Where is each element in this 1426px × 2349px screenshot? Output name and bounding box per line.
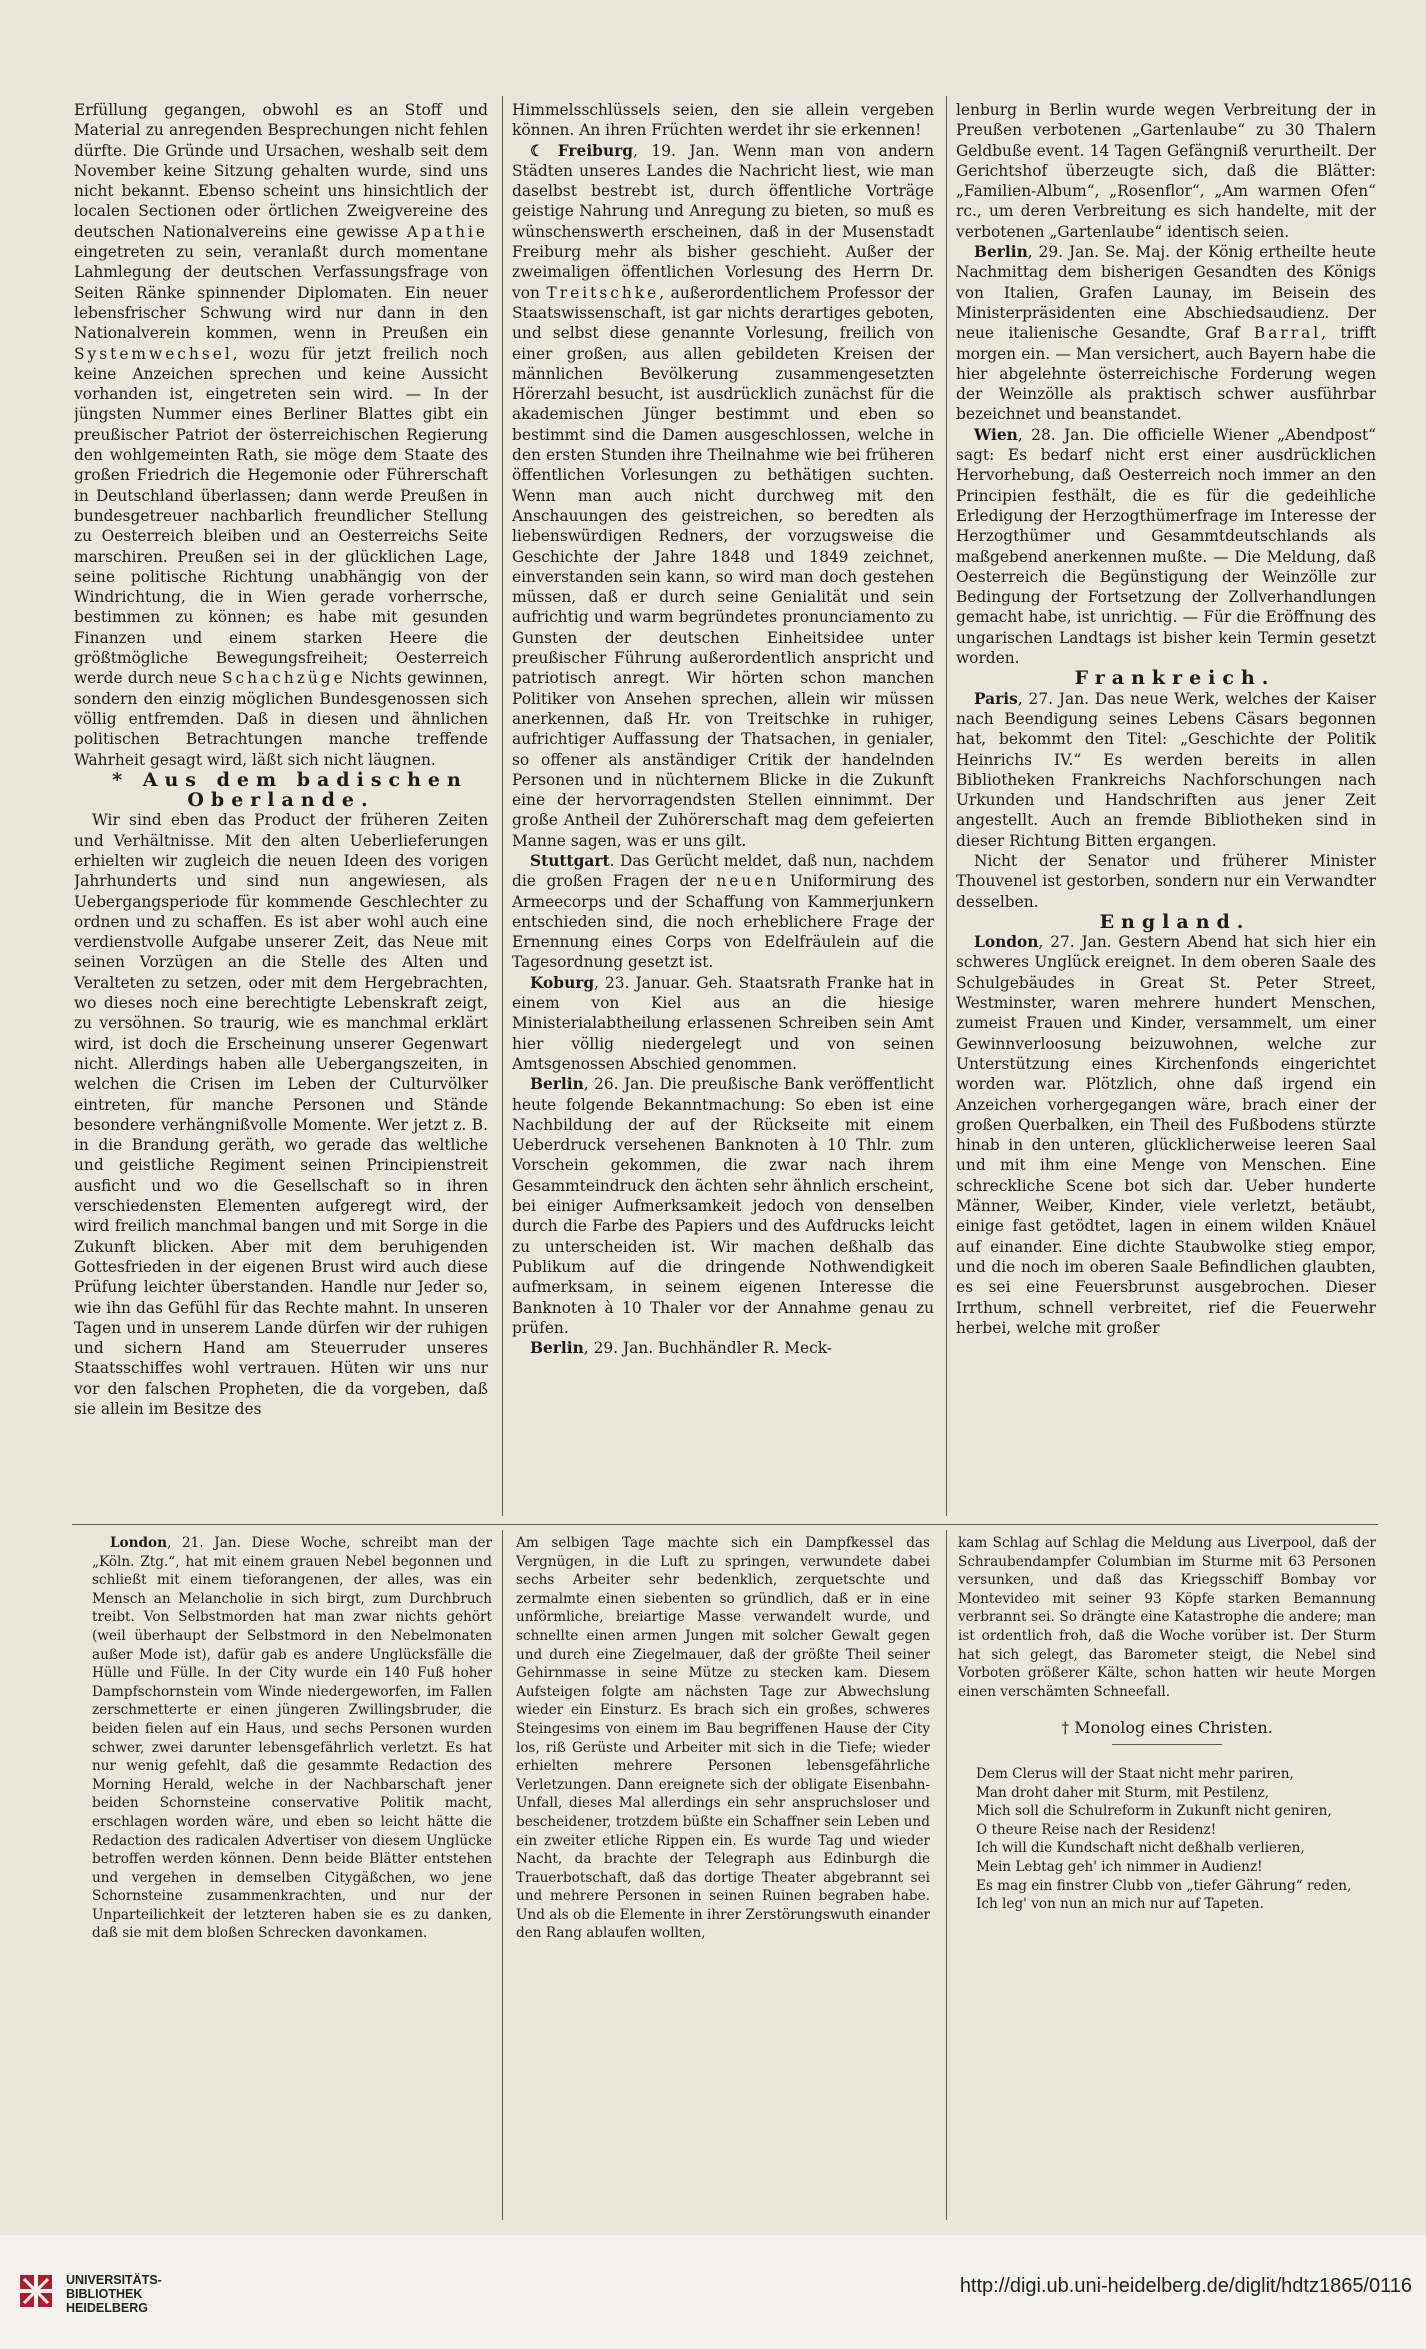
column-divider-1 xyxy=(502,96,503,1516)
dateline-place: London xyxy=(110,1535,167,1551)
emphasized-text: Schachzüge xyxy=(221,669,346,688)
library-name xyxy=(66,2273,162,2315)
article-paragraph xyxy=(74,810,488,1419)
poem-title: † Monolog eines Christen. xyxy=(1061,1718,1273,1738)
paragraph-text: , 29. Jan. Se. Maj. der König ertheilte heute Nachmittag dem bisherigen Gesandten des Königs von Italien, Grafen Launay, im Beisein des Ministerpräsidenten eine Abschiedsaudienz. Der neue italienische Gesandte, Graf xyxy=(956,243,1376,343)
article-paragraph xyxy=(512,851,934,973)
poem-line: Mein Lebtag geh' ich nimmer in Audienz! xyxy=(976,1858,1263,1875)
poem-line: Mich soll die Schulreform in Zukunft nicht geniren, xyxy=(976,1803,1332,1820)
article-paragraph xyxy=(512,1074,934,1338)
paragraph-text: , 27. Jan. Das neue Werk, welches der Kaiser nach Beendigung seines Lebens Cäsars begonnen hat, bekommt den Titel: „Geschichte der Politik Heinrichs IV.“ Es werden bereits in allen Bibliotheken Frankreichs Nachforschungen nach Urkunden und Handschriften aus jener Zeit angestellt. Auch an fremde Bibliotheken sind in dieser Richtung Bitten ergangen. xyxy=(956,689,1376,850)
article-paragraph xyxy=(956,689,1376,851)
section-divider xyxy=(72,1524,1378,1525)
lower-column-3 xyxy=(958,1534,1376,2214)
dateline-place: Berlin xyxy=(530,1075,584,1094)
library-name-line-3: HEIDELBERG xyxy=(66,2301,148,2315)
poem-divider xyxy=(1112,1744,1222,1745)
poem-line: Ich will die Kundschaft nicht deßhalb verlieren, xyxy=(976,1840,1305,1857)
article-paragraph xyxy=(512,100,934,141)
poem-line: Man droht daher mit Sturm, mit Pestilenz, xyxy=(976,1784,1270,1801)
article-paragraph xyxy=(74,100,488,770)
dateline-place: Stuttgart xyxy=(530,851,610,870)
article-paragraph xyxy=(956,425,1376,669)
paragraph-text: , 23. Januar. Geh. Staatsrath Franke hat in einem von Kiel aus an die hiesige Ministerialabtheilung erlassenen Schreiben sein Amt hier völlig niedergelegt und von seinen Amtsgenossen Abschied genommen. xyxy=(512,973,934,1073)
library-name-line-1: UNIVERSITÄTS- xyxy=(66,2273,162,2287)
paragraph-text: , trifft morgen ein. — Man versichert, auch Bayern habe die hier abgelehnte österreichische Forderung wegen der Weinzölle als praktisch schwer ausführbar bezeichnet und beanstandet. xyxy=(956,324,1376,424)
section-heading: * Aus dem badischen Oberlande. xyxy=(112,768,468,812)
poem-line: O theure Reise nach der Residenz! xyxy=(976,1821,1217,1838)
column-divider-2 xyxy=(946,96,947,1516)
paragraph-text: Am selbigen Tage machte sich ein Dampfkessel das Vergnügen, in die Luft zu springen, verwundete dabei sechs Arbeiter sehr bedenklich, zerquetschte und zermalmte einen siebenten so gründlich, daß er in eine unförmliche, breiartige Masse verwandelt wurde, und schnellte einen armen Jungen mit solcher Gewalt gegen und durch eine Ziegelmauer, daß der größte Theil seiner Gehirnmasse in seine Mütze zu stecken kam. Diesem Aufsteigen folgte am nächsten Tage zur Abwechslung wieder ein Einsturz. Es brach sich ein großes, schweres Steingesims von einem im Bau begriffenen Hause der City los, riß Gerüste und Arbeiter mit sich in die Tiefe; wieder erhielten mehrere Personen lebensgefährliche Verletzungen. Dann ereignete sich der obligate Eisenbahn-Unfall, dieses Mal allerdings ein sehr anspruchsloser und bescheidener, trotzdem büßte ein Schaffner sein Leben und ein zweiter etliche Rippen ein. Es wurde Tag und wieder Nacht, da brachte der Telegraph aus Edinburgh die Trauerbotschaft, daß das dortige Theater abgebrannt sei und mehrere Personen in seinen Ruinen begraben habe. Und als ob die Elemente in ihrer Zerstörungswuth einander den Rang ablaufen wollten, xyxy=(516,1535,930,1942)
footer-bar xyxy=(0,2235,1426,2349)
paragraph-text: , 19. Jan. Wenn man von andern Städten unseres Landes die Nachricht liest, wie man daselbst bestrebt ist, durch öffentliche Vorträge geistige Nahrung und Anregung zu bieten, so muß es wünschenswerth erscheinen, daß in der Musenstadt Freiburg mehr als bisher geschieht. Außer der zweimaligen öffentlichen Vorlesung des Herrn Dr. von xyxy=(512,141,934,302)
paragraph-text: eingetreten zu sein, veranlaßt durch momentane Lahmlegung der deutschen Verfassungsfrage von Seiten Ränke spinnender Diplomaten. Ein neuer lebensfrischer Schwung wird nur dann in den Nationalverein kommen, wenn in Preußen ein xyxy=(74,243,488,343)
paragraph-text: , außerordentlichem Professor der Staatswissenschaft, ist gar nichts derartiges geboten, und selbst diese genannte Vorlesung, freilich von einer großen, aus allen gebildeten Kreisen der männlichen Bevölkerung zusammengesetzten Hörerzahl besucht, ist ausdrücklich zunächst für die akademischen Jünger bestimmt und eben so bestimmt sind die Damen ausgeschlossen, welche in den ersten Stunden ihre Theilnahme wie bei früheren öffentlichen Vorlesungen zu bethätigen suchten. Wenn man auch nicht durchweg mit den Anschauungen des geistreichen, so beredten als liebenswürdigen Redners, der vorzugsweise die Geschichte der Jahre 1848 und 1849 zeichnet, einverstanden sein kann, so wird man doch gestehen müssen, daß er durch seine Genialität und sein aufrichtig und warm begründetes pronunciamento zu Gunsten der deutschen Einheitsidee unter preußischer Führung außerordentlich anspricht und patriotisch anregt. Wir hörten schon manchen Politiker von Ansehen sprechen, allein wir müssen anerkennen, daß Hr. von Treitschke in ruhiger, aufrichtiger Auffassung der Thatsachen, in genialer, so offener als anständiger Critik der handelnden Personen und in nüchternem Blicke in die Zukunft eine der hervorragendsten Stellen einnimmt. Der große Antheil der Zuhörerschaft mag dem gefeierten Manne sagen, was er uns gilt. xyxy=(512,283,934,850)
article-paragraph xyxy=(956,100,1376,242)
paragraph-text: , 28. Jan. Die officielle Wiener „Abendpost“ sagt: Es bedarf nicht erst einer ausdrücklichen Hervorhebung, daß Oesterreich noch immer an den Principien festhält, die es für die gedeihliche Erledigung der Herzogthümerfrage im Interesse der Herzogthümer und Gesammtdeutschlands als maßgebend anerkennen mußte. — Die Meldung, daß Oesterreich die Begünstigung der Weinzölle zur Bedingung der Fortsetzung der Zollverhandlungen gemacht habe, ist unrichtig. — Für die Eröffnung des ungarischen Landtags ist bisher kein Termin gesetzt worden. xyxy=(956,425,1376,668)
article-paragraph xyxy=(512,1338,934,1358)
paragraph-text: Himmelsschlüssels seien, den sie allein vergeben können. An ihren Früchten werdet ihr sie erkennen! xyxy=(512,101,934,140)
dateline-place: Berlin xyxy=(530,1339,584,1358)
paragraph-text: Uniformirung des Armeecorps und der Schaffung von Kammerjunkern entschieden sind, die noch erheblichere Frage der Ernennung eines Corps von Edelfräulein auf die Tagesordnung gesetzt ist. xyxy=(512,872,934,972)
article-paragraph xyxy=(512,973,934,1074)
paragraph-text: , 29. Jan. Buchhändler R. Meck- xyxy=(583,1339,832,1358)
paragraph-text: , 27. Jan. Gestern Abend hat sich hier ein schweres Unglück ereignet. In dem oberen Saale des Schulgebäudes in Great St. Peter Street, Westminster, waren mehrere hundert Menschen, zumeist Frauen und Kinder, versammelt, um einer Gewinnverloosung beizuwohnen, welche zur Unterstützung eines Kirchenfonds eingerichtet worden war. Plötzlich, ohne daß irgend ein Anzeichen vorhergegangen wäre, brach einer der großen Querbalken, ein Theil des Fußbodens stürzte hinab in den unteren, glücklicherweise leeren Saal und mit ihm eine Menge von Menschen. Eine schreckliche Scene bot sich dar. Ueber hunderte Männer, Weiber, Kinder, viele verletzt, betäubt, einige fast getödtet, lagen in einem wilden Knäuel auf einander. Eine dichte Staubwolke stieg empor, und die noch im oberen Saale Befindlichen glaubten, es sei eine Feuersbrunst ausgebrochen. Dieser Irrthum, schnell verbreitet, rief die Feuerwehr herbei, welche mit großer xyxy=(956,933,1376,1337)
article-paragraph xyxy=(956,932,1376,1338)
dateline-place: Wien xyxy=(974,425,1018,444)
paragraph-text: , wozu für jetzt freilich noch keine Anzeichen sprechen und keine Aussicht vorhanden ist, eingetreten sein wird. — In der jüngsten Nummer eines Berliner Blattes gibt ein preußischer Patriot der österreichischen Regierung den wohlgemeinten Rath, sie möge dem Staate des großen Friedrich die Hegemonie oder Führerschaft in Deutschland überlassen; dann werde Preußen in bundesgetreuer nachbarlich freundlicher Stellung zu Oesterreich bleiben und an Oesterreichs Seite marschiren. Preußen sei in der glücklichen Lage, seine politische Richtung unabhängig von der Windrichtung, die in Wien gerade vorherrsche, bestimmen zu können; es habe mit gesunden Finanzen und einem starken Heere die größtmögliche Bewegungsfreiheit; Oesterreich werde durch neue xyxy=(74,344,488,688)
paragraph-text: Nicht der Senator und früherer Minister Thouvenel ist gestorben, sondern nur ein Verwandter desselben. xyxy=(956,851,1376,911)
article-paragraph xyxy=(956,851,1376,912)
lower-column-divider-1 xyxy=(502,1530,503,2220)
paragraph-text: , 26. Jan. Die preußische Bank veröffentlicht heute folgende Bekanntmachung: So eben ist eine Nachbildung der auf der Rückseite mit einem Ueberdruck versehenen Banknoten à 10 Thlr. zum Vorschein gekommen, die zwar nach ihrem Gesammteindruck den ächten sehr ähnlich erscheint, bei einiger Aufmerksamkeit jedoch von denselben durch die Farbe des Papiers und des Aufdrucks leicht zu unterscheiden ist. Wir machen deßhalb das Publikum auf die dringende Nothwendigkeit aufmerksam, in seinem eigenen Interesse die Banknoten à 10 Thaler vor der Annahme genau zu prüfen. xyxy=(512,1075,934,1337)
article-paragraph xyxy=(958,1534,1376,1701)
library-name-line-2: BIBLIOTHEK xyxy=(66,2287,143,2301)
paragraph-text: lenburg in Berlin wurde wegen Verbreitung der in Preußen verbotenen „Gartenlaube“ zu 30 Thalern Geldbuße event. 14 Tagen Gefängniß verurtheilt. Der Gerichtshof überzeugte sich, daß die Blätter: „Familien-Album“, „Rosenflor“, „Am warmen Ofen“ rc., um deren Verbreitung es sich handelte, mit der verbotenen „Gartenlaube“ identisch seien. xyxy=(956,101,1376,241)
dateline-place: Koburg xyxy=(530,973,595,992)
article-paragraph xyxy=(512,141,934,851)
emphasized-text: Apathie xyxy=(406,222,488,241)
article-paragraph xyxy=(92,1534,492,1943)
emphasized-text: Systemwechsel xyxy=(74,344,233,363)
article-paragraph xyxy=(516,1534,930,1943)
emphasized-text: neuen xyxy=(716,872,780,891)
section-heading: Frankreich. xyxy=(1074,667,1276,690)
lower-column-divider-2 xyxy=(946,1530,947,2220)
lower-column-1 xyxy=(92,1534,492,2214)
paragraph-text: kam Schlag auf Schlag die Meldung aus Liverpool, daß der Schraubendampfer Columbian im Sturme mit 63 Personen versunken, und daß das Kriegsschiff Bombay vor Montevideo mit seiner 93 Köpfe starken Bemannung verbrannt sei. So drängte eine Katastrophe die andere; man ist ordentlich froh, daß die Woche vorüber ist. Der Sturm hat sich gelegt, das Barometer steigt, die Nebel sind Vorboten größerer Kälte, schon hatten wir heute Morgen einen verschämten Schneefall. xyxy=(958,1535,1376,1700)
paragraph-text: Wir sind eben das Product der früheren Zeiten und Verhältnisse. Mit den alten Ueberlieferungen erhielten wir zugleich die neuen Ideen des vorigen Jahrhunderts und sind nun angewiesen, als Uebergangsperiode für kommende Geschlechter zu ordnen und zu schaffen. Es ist aber wohl auch eine verdienstvolle Aufgabe unserer Zeit, das Neue mit seinen Vorzügen an die Stelle des Alten und Veralteten zu setzen, oder mit dem Hergebrachten, wo dieses noch eine berechtigte Lebenskraft zeigt, zu versöhnen. So traurig, wie es manchmal erklärt wird, ist doch die Erscheinung unserer Gegenwart nicht. Allerdings haben alle Uebergangszeiten, in welchen die Crisen im Leben der Culturvölker eintreten, für manche Personen und Stände besondere verhängnißvolle Momente. Wer jetzt z. B. in die Brandung geräth, wo gerade das weltliche und geistliche Regiment seinen Principienstreit ausficht und wo die Gesellschaft so in ihren verschiedensten Elementen aufgeregt wird, der wird freilich manchmal bangen und mit Sorge in die Zukunft blicken. Aber mit dem beruhigenden Gottesfrieden in der eigenen Brust wird auch diese Prüfung leichter überstanden. Handle nur Jeder so, wie ihn das Gefühl für das Rechte mahnt. In unseren Tagen und in unserem Lande dürfen wir der ruhigen und sichern Hand am Steuerruder unseres Staatsschiffes wohl vertrauen. Hüten wir uns nur vor den falschen Propheten, die da vorgeben, daß sie allein im Besitze des xyxy=(74,811,488,1418)
column-1 xyxy=(74,100,488,1515)
poem-line: Dem Clerus will der Staat nicht mehr pariren, xyxy=(976,1765,1294,1782)
dateline-place: London xyxy=(974,933,1039,952)
dateline-place: ☾ Freiburg xyxy=(530,141,634,160)
paragraph-text: , 21. Jan. Diese Woche, schreibt man der „Köln. Ztg.“, hat mit einem grauen Nebel begonnen und schließt mit einem tieforangenen, der alles, was ein Mensch an Melancholie in sich birgt, zum Durchbruch treibt. Von Selbstmorden hat man zwar nichts gehört (weil überhaupt der Selbstmord in den Nebelmonaten außer Mode ist), dafür gab es andere Unglücksfälle die Hülle und Fülle. In der City wurde ein 140 Fuß hoher Dampfschornstein vom Winde niedergeworfen, im Fallen zerschmetterte er einen jüngeren Zwillingsbruder, die beiden fielen auf ein Haus, und sechs Personen wurden schwer, zwei darunter lebensgefährlich verletzt. Es hat nur wenig gefehlt, daß die gesammte Redaction des Morning Herald, welche in der Nachbarschaft jener beiden Schornsteine conservative Politik macht, erschlagen worden wäre, und eben so leicht hätte die Redaction des radicalen Advertiser von diesem Unglücke betroffen werden können. Denn beide Blätter entstehen und vergehen in demselben Citygäßchen, wo jene Schornsteine zusammenkrachten, und nur der Unparteilichkeit der letzteren haben sie es zu danken, daß sie mit dem bloßen Schrecken davonkamen. xyxy=(92,1535,492,1942)
poem-line: Es mag ein finstrer Clubb von „tiefer Gährung“ reden, xyxy=(976,1877,1352,1894)
dateline-place: Berlin xyxy=(974,243,1028,262)
paragraph-text: Nichts gewinnen, sondern den einzig möglichen Bundesgenossen sich völlig entfremden. Daß in diesen und ähnlichen politischen Betrachtungen manche treffende Wahrheit gesagt wird, läßt sich nicht läugnen. xyxy=(74,669,488,769)
poem-line: Ich leg' von nun an mich nur auf Tapeten. xyxy=(976,1896,1264,1913)
university-logo-icon xyxy=(14,2269,58,2313)
lower-column-2 xyxy=(516,1534,930,2214)
paragraph-text: Erfüllung gegangen, obwohl es an Stoff und Material zu anregenden Besprechungen nicht fehlen dürfte. Die Gründe und Ursachen, weshalb seit dem November keine Sitzung gehalten wurde, sind uns nicht bekannt. Ebenso scheint uns hinsichtlich der localen Sectionen oder örtlichen Zweigvereine des deutschen Nationalvereins eine gewisse xyxy=(74,101,488,241)
section-heading: England. xyxy=(1099,910,1251,933)
permalink-url[interactable]: http://digi.ub.uni-heidelberg.de/diglit/hdtz1865/0116 xyxy=(959,2275,1412,2297)
paragraph-text: . Das Gerücht meldet, daß nun, nachdem die großen Fragen der xyxy=(512,851,934,891)
column-2 xyxy=(512,100,934,1515)
emphasized-text: Treitschke xyxy=(546,283,660,302)
article-paragraph xyxy=(956,242,1376,425)
emphasized-text: Barral xyxy=(1253,324,1322,343)
dateline-place: Paris xyxy=(974,689,1018,708)
column-3 xyxy=(956,100,1376,1515)
